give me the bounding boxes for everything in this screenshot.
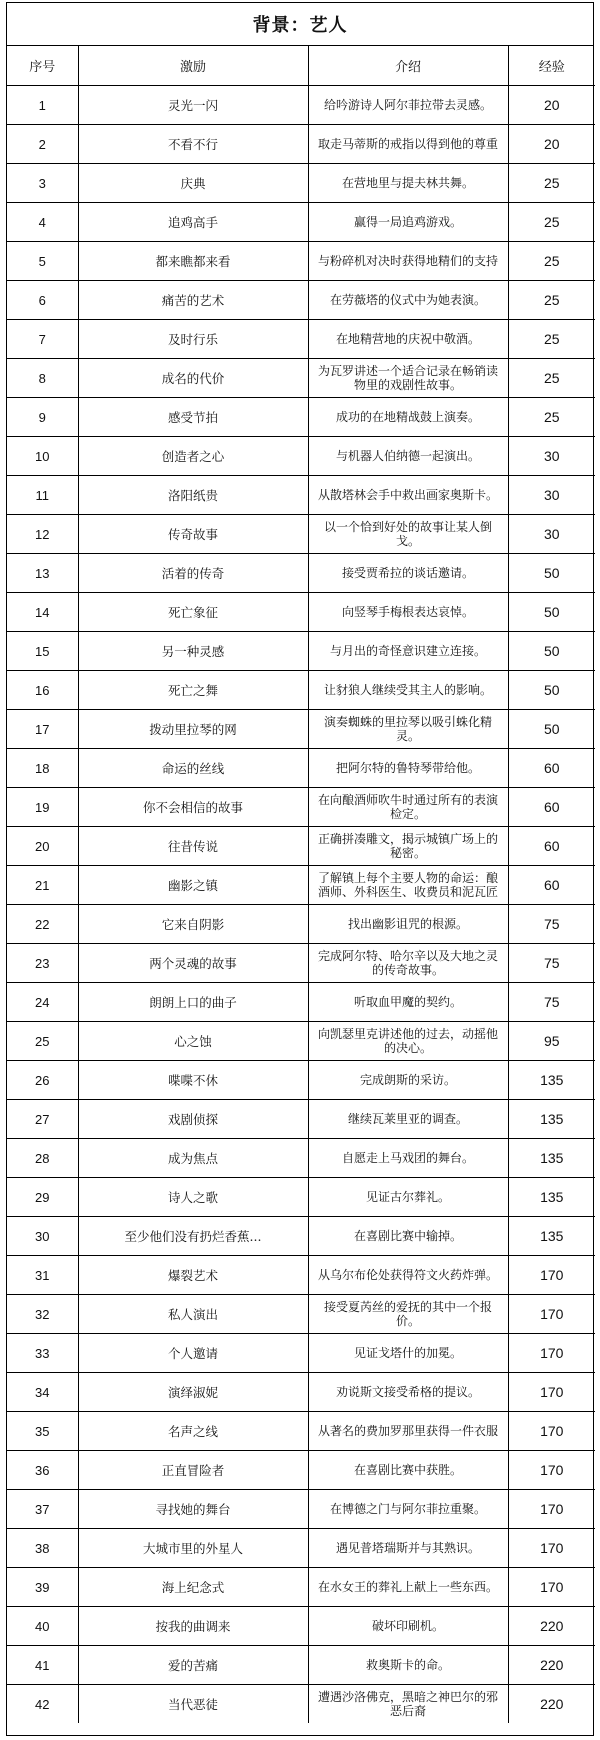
table-row [7,1529,595,1568]
row-index: 15 [7,632,78,671]
row-experience: 75 [508,905,595,944]
row-index: 40 [7,1607,78,1646]
row-index: 10 [7,437,78,476]
row-index: 25 [7,1022,78,1061]
header-name: 激励 [78,46,308,86]
row-experience: 135 [508,1217,595,1256]
row-experience: 135 [508,1139,595,1178]
row-description: 在喜剧比赛中获胜。 [308,1451,508,1490]
row-index: 13 [7,554,78,593]
row-experience: 170 [508,1373,595,1412]
row-index: 27 [7,1100,78,1139]
row-name: 命运的丝线 [78,749,308,788]
row-index: 23 [7,944,78,983]
row-index: 34 [7,1373,78,1412]
row-experience: 170 [508,1490,595,1529]
row-index: 33 [7,1334,78,1373]
row-experience: 50 [508,710,595,749]
row-index: 42 [7,1685,78,1724]
row-experience: 60 [508,827,595,866]
row-experience: 30 [508,437,595,476]
row-description: 找出幽影诅咒的根源。 [308,905,508,944]
row-name: 喋喋不休 [78,1061,308,1100]
row-experience: 25 [508,242,595,281]
row-index: 24 [7,983,78,1022]
table-row [7,1295,595,1334]
table-row [7,86,595,125]
row-experience: 30 [508,515,595,554]
row-description: 正确拼凑雕文，揭示城镇广场上的秘密。 [308,827,508,866]
row-description: 以一个恰到好处的故事让某人倒戈。 [308,515,508,554]
row-description: 劝说斯文接受希格的提议。 [308,1373,508,1412]
row-name: 传奇故事 [78,515,308,554]
row-name: 不看不行 [78,125,308,164]
row-experience: 75 [508,983,595,1022]
row-experience: 135 [508,1178,595,1217]
table-row [7,320,595,359]
row-name: 海上纪念式 [78,1568,308,1607]
row-name: 个人邀请 [78,1334,308,1373]
table-row [7,437,595,476]
row-name: 正直冒险者 [78,1451,308,1490]
row-name: 庆典 [78,164,308,203]
row-description: 给吟游诗人阿尔菲拉带去灵感。 [308,86,508,125]
row-experience: 25 [508,320,595,359]
row-index: 3 [7,164,78,203]
table-row [7,281,595,320]
row-name: 成名的代价 [78,359,308,398]
table-body [7,86,595,1724]
row-description: 演奏蜘蛛的里拉琴以吸引蛛化精灵。 [308,710,508,749]
row-experience: 135 [508,1061,595,1100]
row-description: 赢得一局追鸡游戏。 [308,203,508,242]
table-row [7,944,595,983]
row-experience: 60 [508,866,595,905]
sheet-title: 背景：艺人 [7,3,593,46]
row-index: 12 [7,515,78,554]
row-experience: 170 [508,1568,595,1607]
row-description: 救奥斯卡的命。 [308,1646,508,1685]
row-description: 在喜剧比赛中输掉。 [308,1217,508,1256]
row-index: 16 [7,671,78,710]
row-index: 41 [7,1646,78,1685]
row-name: 追鸡高手 [78,203,308,242]
row-experience: 50 [508,554,595,593]
row-experience: 25 [508,203,595,242]
row-name: 另一种灵感 [78,632,308,671]
row-index: 6 [7,281,78,320]
row-name: 幽影之镇 [78,866,308,905]
row-name: 它来自阴影 [78,905,308,944]
table-row [7,1646,595,1685]
row-experience: 170 [508,1451,595,1490]
row-index: 37 [7,1490,78,1529]
row-name: 你不会相信的故事 [78,788,308,827]
row-experience: 170 [508,1334,595,1373]
row-name: 灵光一闪 [78,86,308,125]
row-description: 见证戈塔什的加冕。 [308,1334,508,1373]
row-description: 从乌尔布伦处获得符文火药炸弹。 [308,1256,508,1295]
row-experience: 75 [508,944,595,983]
row-index: 2 [7,125,78,164]
achievement-table [7,46,595,1723]
row-experience: 30 [508,476,595,515]
row-name: 都来瞧都来看 [78,242,308,281]
row-description: 从散塔林会手中救出画家奥斯卡。 [308,476,508,515]
row-index: 38 [7,1529,78,1568]
table-row [7,983,595,1022]
table-row [7,1568,595,1607]
header-index: 序号 [7,46,78,86]
row-index: 11 [7,476,78,515]
row-description: 继续瓦莱里亚的调查。 [308,1100,508,1139]
row-index: 20 [7,827,78,866]
row-description: 自愿走上马戏团的舞台。 [308,1139,508,1178]
row-description: 向凯瑟里克讲述他的过去，动摇他的决心。 [308,1022,508,1061]
row-description: 为瓦罗讲述一个适合记录在畅销读物里的戏剧性故事。 [308,359,508,398]
table-row [7,398,595,437]
row-experience: 20 [508,125,595,164]
row-name: 朗朗上口的曲子 [78,983,308,1022]
row-description: 在营地里与提夫林共舞。 [308,164,508,203]
row-experience: 170 [508,1412,595,1451]
row-description: 在水女王的葬礼上献上一些东西。 [308,1568,508,1607]
row-name: 按我的曲调来 [78,1607,308,1646]
row-index: 22 [7,905,78,944]
table-row [7,1412,595,1451]
table-row [7,1022,595,1061]
table-row [7,671,595,710]
table-row [7,866,595,905]
table-row [7,1139,595,1178]
row-experience: 135 [508,1100,595,1139]
row-experience: 20 [508,86,595,125]
row-name: 死亡象征 [78,593,308,632]
row-description: 向竖琴手梅根表达哀悼。 [308,593,508,632]
row-name: 感受节拍 [78,398,308,437]
row-name: 活着的传奇 [78,554,308,593]
row-name: 爱的苦痛 [78,1646,308,1685]
table-row [7,1178,595,1217]
row-index: 14 [7,593,78,632]
table-row [7,515,595,554]
row-name: 成为焦点 [78,1139,308,1178]
row-index: 36 [7,1451,78,1490]
row-index: 9 [7,398,78,437]
row-experience: 220 [508,1607,595,1646]
row-name: 当代恶徒 [78,1685,308,1724]
row-index: 30 [7,1217,78,1256]
row-index: 4 [7,203,78,242]
table-row [7,1100,595,1139]
table-row [7,905,595,944]
row-experience: 25 [508,164,595,203]
table-row [7,359,595,398]
row-name: 创造者之心 [78,437,308,476]
table-row [7,203,595,242]
row-index: 39 [7,1568,78,1607]
row-index: 21 [7,866,78,905]
row-index: 32 [7,1295,78,1334]
table-row [7,242,595,281]
row-name: 寻找她的舞台 [78,1490,308,1529]
table-row [7,749,595,788]
row-name: 至少他们没有扔烂香蕉... [78,1217,308,1256]
row-description: 完成阿尔特、哈尔辛以及大地之灵的传奇故事。 [308,944,508,983]
row-name: 诗人之歌 [78,1178,308,1217]
row-experience: 50 [508,671,595,710]
table-row [7,1685,595,1724]
table-row [7,1334,595,1373]
row-index: 5 [7,242,78,281]
row-index: 31 [7,1256,78,1295]
row-experience: 25 [508,359,595,398]
row-description: 接受贾希拉的谈话邀请。 [308,554,508,593]
row-index: 29 [7,1178,78,1217]
row-description: 见证古尔葬礼。 [308,1178,508,1217]
row-description: 了解镇上每个主要人物的命运：酿酒师、外科医生、收费员和泥瓦匠 [308,866,508,905]
row-description: 破坏印刷机。 [308,1607,508,1646]
table-row [7,788,595,827]
table-row [7,1217,595,1256]
table-row [7,1451,595,1490]
row-description: 在博德之门与阿尔菲拉重聚。 [308,1490,508,1529]
row-name: 往昔传说 [78,827,308,866]
table-row [7,554,595,593]
table-row [7,1607,595,1646]
row-experience: 170 [508,1256,595,1295]
row-description: 在地精营地的庆祝中敬酒。 [308,320,508,359]
row-experience: 50 [508,632,595,671]
table-row [7,164,595,203]
row-description: 在向酿酒师吹牛时通过所有的表演检定。 [308,788,508,827]
row-index: 17 [7,710,78,749]
row-description: 让豺狼人继续受其主人的影响。 [308,671,508,710]
row-experience: 170 [508,1295,595,1334]
row-index: 35 [7,1412,78,1451]
row-name: 死亡之舞 [78,671,308,710]
row-name: 大城市里的外星人 [78,1529,308,1568]
table-row [7,1256,595,1295]
row-experience: 60 [508,749,595,788]
table-row [7,1490,595,1529]
header-row [7,46,595,86]
row-description: 遇见普塔瑞斯并与其熟识。 [308,1529,508,1568]
row-name: 及时行乐 [78,320,308,359]
row-experience: 25 [508,281,595,320]
table-row [7,1373,595,1412]
header-exp: 经验 [508,46,595,86]
achievement-sheet [6,2,594,1736]
table-row [7,125,595,164]
row-name: 拨动里拉琴的网 [78,710,308,749]
row-name: 心之蚀 [78,1022,308,1061]
row-name: 私人演出 [78,1295,308,1334]
row-index: 26 [7,1061,78,1100]
row-name: 戏剧侦探 [78,1100,308,1139]
table-row [7,593,595,632]
row-index: 8 [7,359,78,398]
row-experience: 170 [508,1529,595,1568]
row-index: 28 [7,1139,78,1178]
row-description: 与机器人伯纳德一起演出。 [308,437,508,476]
row-description: 与粉碎机对决时获得地精们的支持 [308,242,508,281]
row-description: 完成朗斯的采访。 [308,1061,508,1100]
row-description: 成功的在地精战鼓上演奏。 [308,398,508,437]
table-row [7,827,595,866]
row-description: 遭遇沙洛佛克，黑暗之神巴尔的邪恶后裔 [308,1685,508,1724]
table-row [7,632,595,671]
row-experience: 220 [508,1646,595,1685]
row-name: 洛阳纸贵 [78,476,308,515]
row-description: 从著名的费加罗那里获得一件衣服 [308,1412,508,1451]
row-experience: 95 [508,1022,595,1061]
row-experience: 60 [508,788,595,827]
row-name: 两个灵魂的故事 [78,944,308,983]
table-row [7,1061,595,1100]
row-description: 接受夏芮丝的爱抚的其中一个报价。 [308,1295,508,1334]
row-name: 痛苦的艺术 [78,281,308,320]
row-description: 取走马蒂斯的戒指以得到他的尊重 [308,125,508,164]
row-name: 爆裂艺术 [78,1256,308,1295]
row-name: 名声之线 [78,1412,308,1451]
row-experience: 220 [508,1685,595,1724]
row-experience: 50 [508,593,595,632]
row-description: 在劳薇塔的仪式中为她表演。 [308,281,508,320]
header-desc: 介绍 [308,46,508,86]
row-description: 把阿尔特的鲁特琴带给他。 [308,749,508,788]
row-description: 听取血甲魔的契约。 [308,983,508,1022]
table-row [7,476,595,515]
row-index: 18 [7,749,78,788]
row-experience: 25 [508,398,595,437]
row-index: 19 [7,788,78,827]
row-index: 7 [7,320,78,359]
row-description: 与月出的奇怪意识建立连接。 [308,632,508,671]
row-name: 演绎淑妮 [78,1373,308,1412]
row-index: 1 [7,86,78,125]
table-row [7,710,595,749]
